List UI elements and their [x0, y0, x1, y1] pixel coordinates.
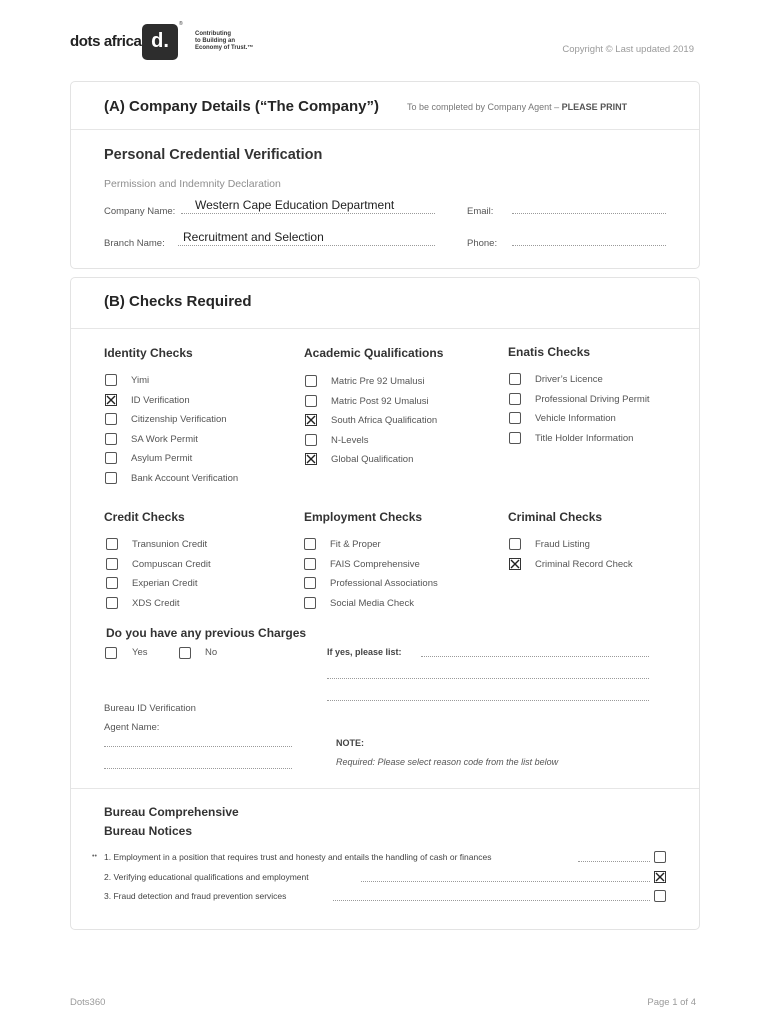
company-name-label: Company Name: — [104, 206, 176, 217]
section-a-note-bold: PLEASE PRINT — [561, 102, 628, 112]
form-subtitle: Personal Credential Verification — [104, 147, 323, 163]
charges-yes-checkbox[interactable] — [105, 647, 117, 659]
bureau-notices-title: Bureau Notices — [104, 824, 193, 838]
charges-list-line-1[interactable] — [421, 656, 649, 657]
criminal-checkbox-2[interactable] — [509, 558, 521, 570]
identity-checkbox-5[interactable] — [105, 452, 117, 464]
employment-label-1: Fit & Proper — [330, 539, 381, 550]
enatis-checkbox-4[interactable] — [509, 432, 521, 444]
tagline — [195, 31, 265, 52]
criminal-checkbox-1[interactable] — [509, 538, 521, 550]
enatis-checkbox-1[interactable] — [509, 373, 521, 385]
charges-yes-label: Yes — [132, 647, 148, 658]
section-a-note — [407, 102, 627, 112]
notice-text-1: 1. Employment in a position that requires trust and honesty and entails the handling of cash or finances — [104, 852, 492, 862]
email-line — [512, 213, 666, 214]
credit-checkbox-4[interactable] — [106, 597, 118, 609]
charges-list-line-2[interactable] — [327, 678, 649, 679]
identity-checkbox-2[interactable] — [105, 394, 117, 406]
notice-checkbox-1[interactable] — [654, 851, 666, 863]
employment-checkbox-3[interactable] — [304, 577, 316, 589]
note-text: Required: Please select reason code from the list below — [336, 757, 559, 767]
identity-label-5: Asylum Permit — [131, 453, 193, 465]
notice-checkbox-3[interactable] — [654, 890, 666, 902]
academic-checkbox-1[interactable] — [305, 375, 317, 387]
credit-label-2: Compuscan Credit — [132, 558, 211, 570]
charges-list-line-3[interactable] — [327, 700, 649, 701]
identity-label-3: Citizenship Verification — [131, 414, 227, 426]
academic-label-5: Global Qualification — [331, 454, 414, 466]
registered-mark: ® — [179, 21, 183, 27]
identity-label-4: SA Work Permit — [131, 433, 198, 445]
academic-checkbox-4[interactable] — [305, 434, 317, 446]
note-title: NOTE: — [336, 738, 364, 748]
phone-label: Phone: — [467, 238, 498, 249]
credit-checkbox-2[interactable] — [106, 558, 118, 570]
footer-brand: Dots360 — [70, 997, 106, 1008]
credit-checkbox-3[interactable] — [106, 577, 118, 589]
criminal-label-2: Criminal Record Check — [535, 558, 633, 570]
if-yes-label: If yes, please list: — [327, 647, 402, 657]
agent-name-label: Agent Name: — [104, 722, 160, 733]
section-b-title: (B) Checks Required — [104, 293, 252, 310]
notice-leader-2 — [361, 881, 650, 882]
employment-label-3: Professional Associations — [330, 578, 438, 589]
enatis-checkbox-2[interactable] — [509, 393, 521, 405]
identity-checkbox-3[interactable] — [105, 413, 117, 425]
email-label: Email: — [467, 206, 494, 217]
enatis-checks-title: Enatis Checks — [508, 345, 591, 359]
page-number: Page 1 of 4 — [647, 997, 696, 1008]
tagline-line-1: Contributing — [195, 31, 231, 37]
notice-leader-3 — [333, 900, 650, 901]
bureau-divider — [71, 788, 699, 789]
identity-label-1: Yimi — [131, 375, 150, 386]
declaration-label: Permission and Indemnity Declaration — [104, 178, 281, 190]
charges-no-label: No — [205, 647, 218, 658]
criminal-checks-title: Criminal Checks — [508, 510, 603, 524]
enatis-label-3: Vehicle Information — [535, 413, 616, 425]
phone-line — [512, 245, 666, 246]
enatis-label-2: Professional Driving Permit — [535, 393, 650, 405]
employment-label-2: FAIS Comprehensive — [330, 558, 420, 570]
company-name-field[interactable]: Western Cape Education Department — [195, 198, 395, 212]
branch-name-label: Branch Name: — [104, 238, 165, 249]
identity-checkbox-6[interactable] — [105, 472, 117, 484]
criminal-label-1: Fraud Listing — [535, 539, 590, 550]
section-b-divider — [71, 328, 699, 329]
branch-name-field[interactable]: Recruitment and Selection — [183, 230, 324, 244]
employment-checkbox-2[interactable] — [304, 558, 316, 570]
tagline-line-3: Economy of Trust.™ — [195, 45, 254, 51]
academic-checkbox-3[interactable] — [305, 414, 317, 426]
enatis-checkbox-3[interactable] — [509, 412, 521, 424]
academic-checkbox-5[interactable] — [305, 453, 317, 465]
branch-name-line — [178, 245, 435, 246]
identity-label-6: Bank Account Verification — [131, 473, 239, 484]
logo-text: dots africa — [70, 33, 142, 50]
identity-checkbox-4[interactable] — [105, 433, 117, 445]
employment-checkbox-1[interactable] — [304, 538, 316, 550]
notice-leader-1 — [578, 861, 650, 862]
academic-qualifications-title: Academic Qualifications — [304, 346, 444, 360]
identity-checks-title: Identity Checks — [104, 346, 193, 360]
employment-checkbox-4[interactable] — [304, 597, 316, 609]
notice-checkbox-2[interactable] — [654, 871, 666, 883]
previous-charges-question: Do you have any previous Charges — [106, 626, 307, 640]
credit-label-4: XDS Credit — [132, 597, 180, 609]
credit-checks-title: Credit Checks — [104, 510, 185, 524]
notice-text-3: 3. Fraud detection and fraud prevention services — [104, 891, 287, 901]
enatis-label-4: Title Holder Information — [535, 432, 634, 444]
agent-name-line-1[interactable] — [104, 746, 292, 747]
employment-checks-title: Employment Checks — [304, 510, 423, 524]
notice-text-2: 2. Verifying educational qualifications and employment — [104, 871, 309, 882]
employment-label-4: Social Media Check — [330, 597, 414, 609]
enatis-label-1: Driver’s Licence — [535, 374, 603, 385]
academic-checkbox-2[interactable] — [305, 395, 317, 407]
tagline-line-2: to Building an — [195, 38, 235, 44]
bureau-comprehensive-title: Bureau Comprehensive — [104, 805, 239, 819]
notice-marker: •• — [92, 853, 97, 860]
academic-label-2: Matric Post 92 Umalusi — [331, 395, 429, 407]
identity-checkbox-1[interactable] — [105, 374, 117, 386]
section-a-divider — [71, 129, 699, 130]
copyright: Copyright © Last updated 2019 — [562, 44, 694, 55]
academic-label-4: N-Levels — [331, 434, 369, 446]
academic-label-3: South Africa Qualification — [331, 415, 438, 427]
company-name-line — [181, 213, 435, 214]
academic-label-1: Matric Pre 92 Umalusi — [331, 376, 425, 387]
charges-no-checkbox[interactable] — [179, 647, 191, 659]
identity-label-2: ID Verification — [131, 394, 190, 406]
agent-name-line-2[interactable] — [104, 768, 292, 769]
logo-mark: d. — [142, 24, 178, 60]
section-a-note-prefix: To be completed by Company Agent – — [407, 102, 562, 112]
credit-label-1: Transunion Credit — [132, 539, 208, 550]
credit-label-3: Experian Credit — [132, 578, 198, 589]
section-a-title: (A) Company Details (“The Company”) — [104, 98, 380, 115]
bureau-id-verification-label: Bureau ID Verification — [104, 703, 196, 714]
credit-checkbox-1[interactable] — [106, 538, 118, 550]
